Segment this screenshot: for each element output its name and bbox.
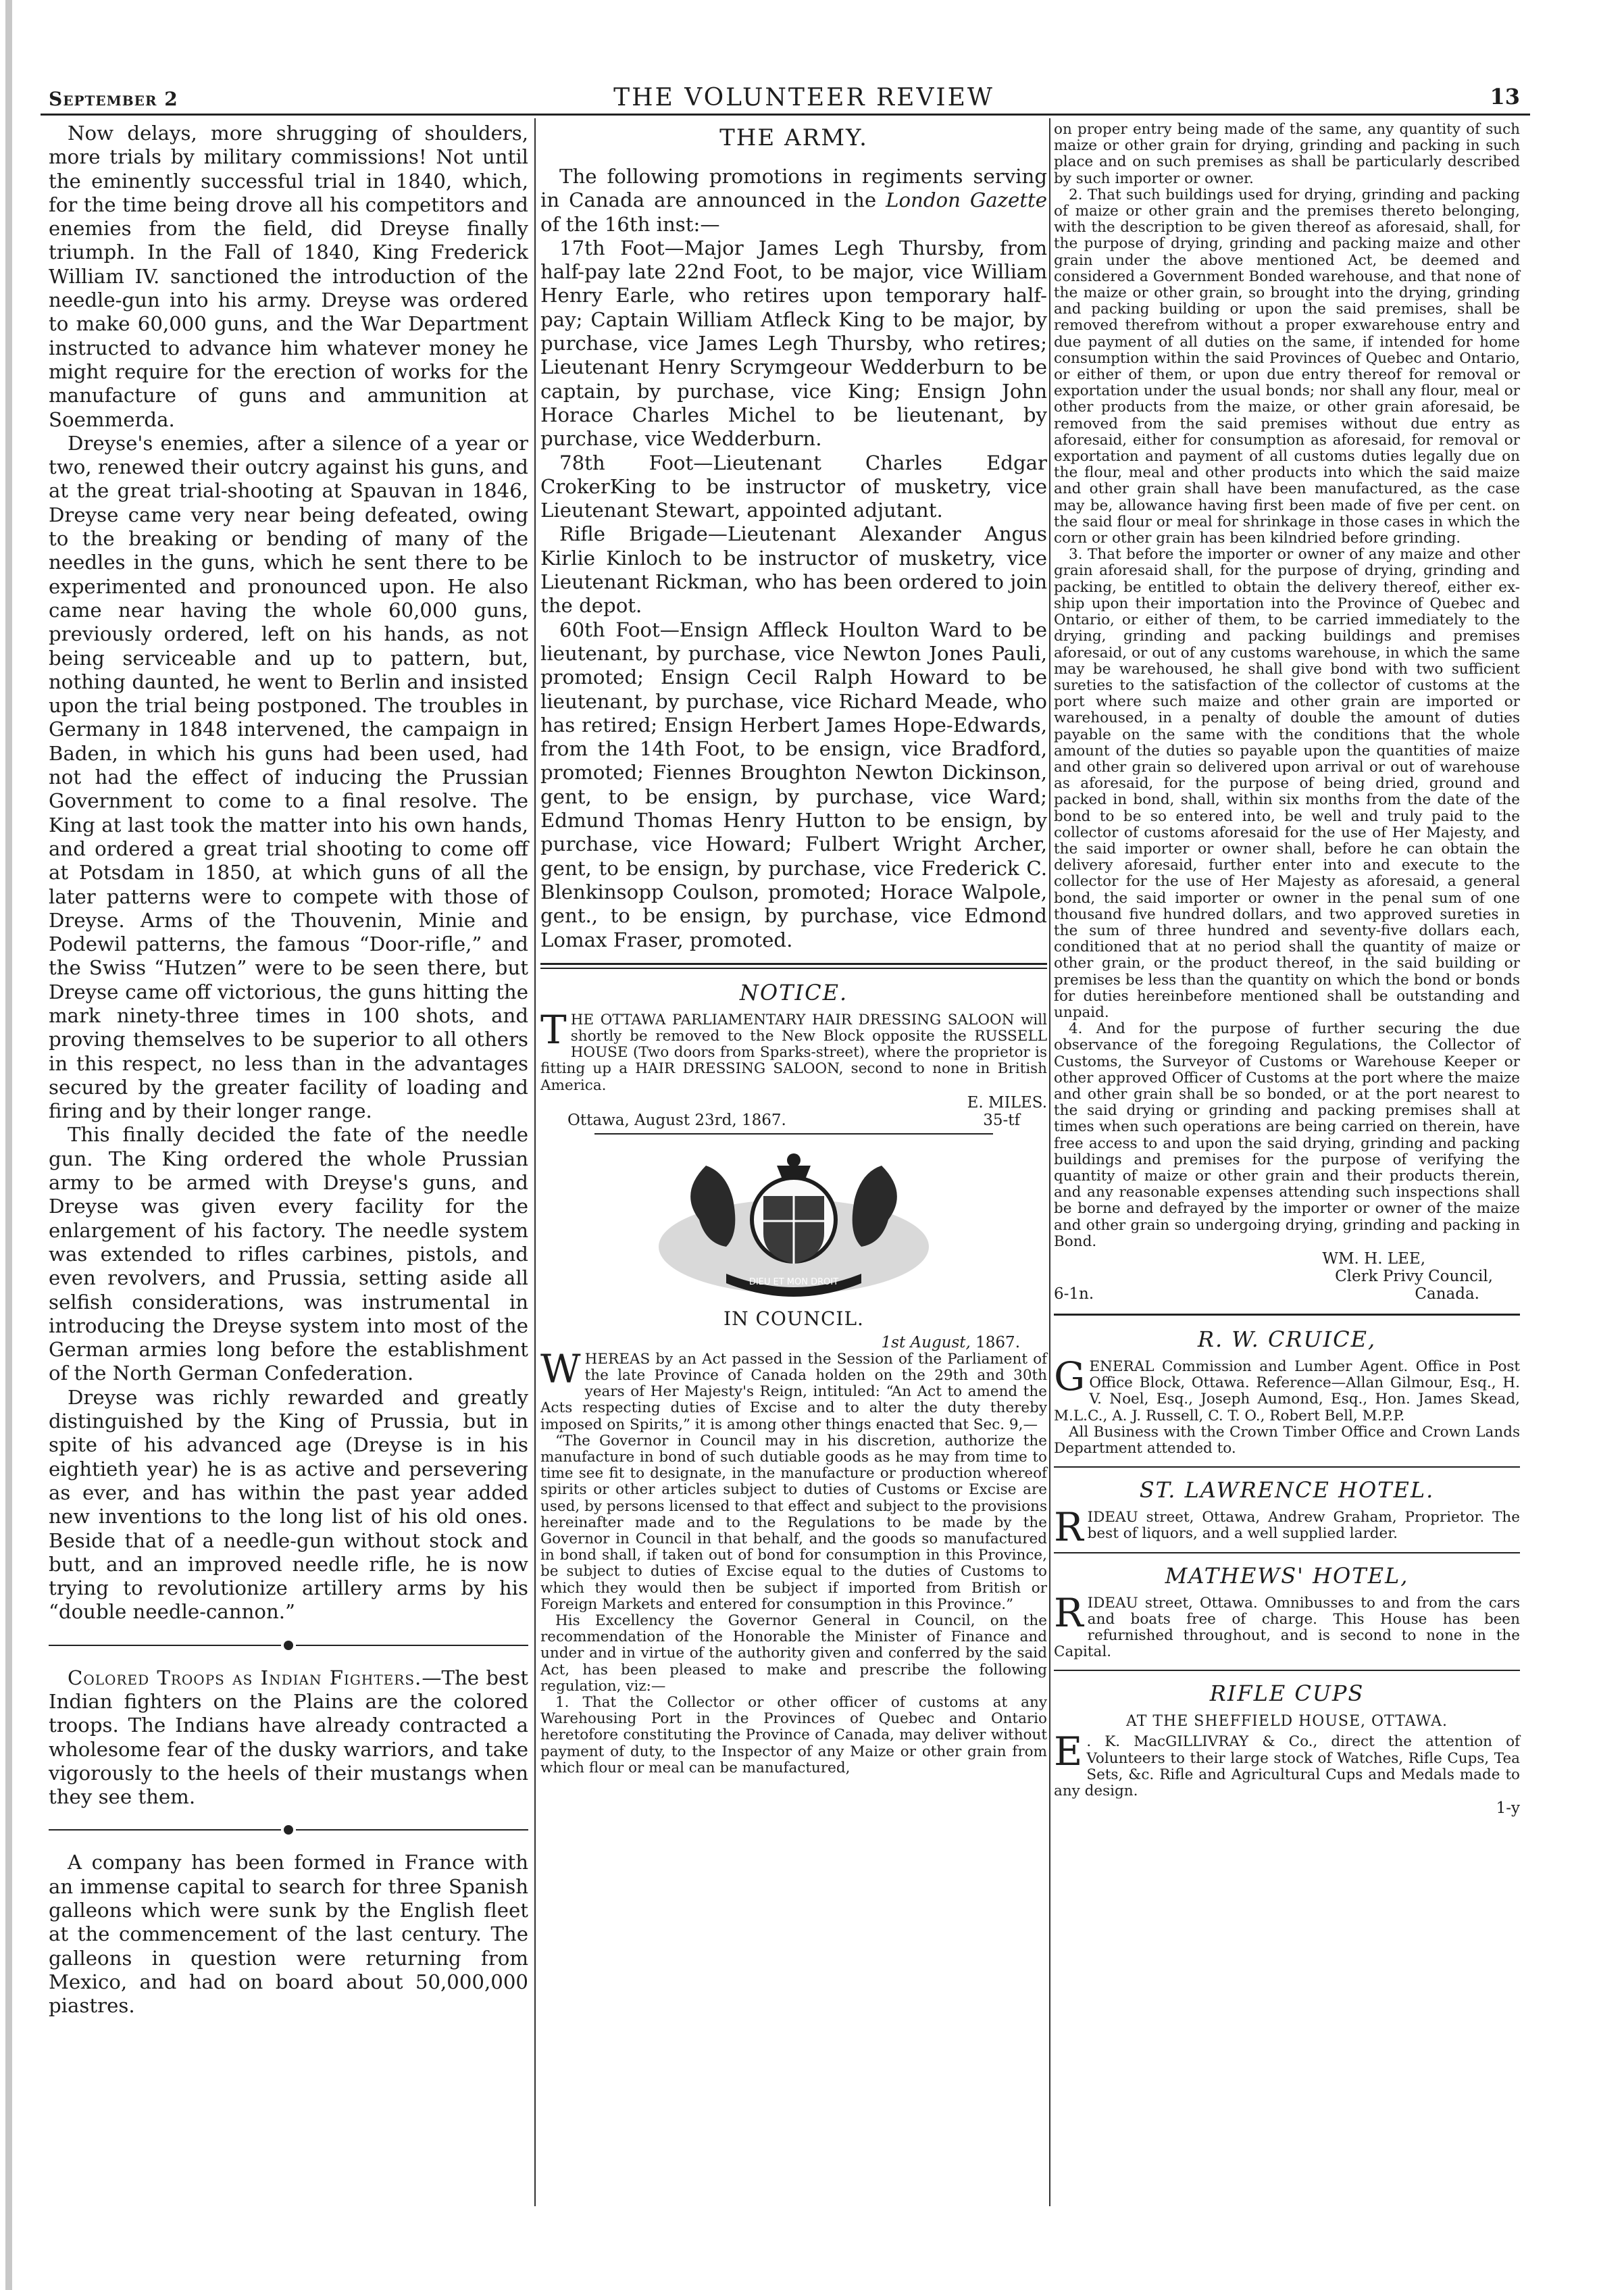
notice-date: Ottawa, August 23rd, 1867. xyxy=(567,1111,786,1129)
drop-cap: W xyxy=(540,1345,581,1392)
column-rule-2 xyxy=(1049,118,1050,2206)
army-item: 17th Foot—Major James Legh Thursby, from half-pay late 22nd Foot, to be major, vice William Henry Earle, who retires upon temporary half-pay; Captain William Atfleck King to be major, by purchase, vice James Legh Thursby, who retires; Lieutenant Henry Scrymgeour Wedderburn to be captain, by purchase, vice King; Ensign John Horace Charles Michel to be lieutenant, by purchase, vice Wedderburn. xyxy=(540,236,1047,451)
rifle-cups-subheading: AT THE SHEFFIELD HOUSE, OTTAWA. xyxy=(1126,1713,1448,1731)
st-lawrence-heading: ST. LAWRENCE HOTEL. xyxy=(1139,1477,1435,1503)
st-lawrence-advert xyxy=(1054,1504,1520,1551)
article-paragraph: Now delays, more shrugging of shoulders, more trials by military commissions! Not until the eminently successful trial in 1840, which, for the time being drove all his competitors and enemies from the field, did Dreyse finally triumph. In the Fall of 1840, King Frederick William IV. sanctioned the introduction of the needle-gun into his army. Dreyse was ordered to make 60,000 guns, and the War Department instructed to advance him whatever money he might require for the erection of works for the manufacture of guns and ammunition at Soemmerda. xyxy=(49,122,528,431)
regulation-signer: WM. H. LEE, xyxy=(1322,1250,1425,1268)
mathews-advert xyxy=(1054,1589,1520,1661)
rifle-cups-code: 1-y xyxy=(1496,1799,1520,1818)
section-divider xyxy=(1054,1314,1520,1316)
article-paragraph: Dreyse was richly rewarded and greatly distinguished by the King of Prussia, but in spite of his advanced age (Dreyse is in his eightieth year) he is as active and persevering as ever, and has within the past year added new inventions to the long list of his old ones. Beside that of a needle-gun without stock and butt, and an improved needle rifle, he is now trying to revolutionize artillery arms by his “double needle-cannon.” xyxy=(49,1385,528,1624)
regulation-place: Canada. xyxy=(1415,1285,1479,1303)
regulation-code: 6-1n. xyxy=(1054,1285,1094,1303)
regulation-signer-title: Clerk Privy Council, xyxy=(1335,1268,1493,1286)
notice-text xyxy=(540,1006,1047,1094)
army-heading: THE ARMY. xyxy=(719,124,868,151)
company-item: A company has been formed in France with an immense capital to search for three Spanish galleons which were sunk by the English fleet at the commencement of the last century. The galleons in question were returning from Mexico, and had on board about 50,000,000 piastres. xyxy=(49,1851,528,2018)
crest-motto: DIEU ET MON DROIT xyxy=(748,1276,839,1287)
section-divider xyxy=(49,1641,528,1650)
drop-cap: R xyxy=(1054,1589,1084,1636)
notice-code: 35-tf xyxy=(983,1111,1020,1129)
council-preamble-text: HEREAS by an Act passed in the Session of the Parliament of the late Province of Canada holden on the 29th and 30th years of Her Majesty's Reign, intituled: “An Act to amend the Acts respecting duties of Excise and to alter the duty thereby imposed on Spirits,” it is among other things enacted that Sec. 9,— xyxy=(540,1350,1047,1433)
council-date xyxy=(540,1334,1047,1351)
header-rule xyxy=(41,114,1530,116)
regulation-footer xyxy=(1054,1285,1520,1303)
gazette-name: London Gazette xyxy=(886,189,1047,212)
column-rule-1 xyxy=(534,118,536,2206)
cruice-heading: R. W. CRUICE, xyxy=(1197,1326,1377,1353)
drop-cap: G xyxy=(1054,1353,1086,1400)
rifle-cups-heading: RIFLE CUPS xyxy=(1209,1681,1365,1707)
army-intro xyxy=(540,165,1047,237)
regulation-paragraph: 3. That before the importer or owner of any maize and other grain aforesaid shall, for the purpose of drying, grinding and packing, be entitled to obtain the delivery thereof, either ex-ship upon their importation into the Province of Quebec and Ontario, or either of them, to be carried immediately to the drying, grinding and packing buildings and premises aforesaid, or out of any customs warehouse, in which the same may be warehoused, he shall give bond with two sufficient sureties to the satisfaction of the collector of customs at the port where such maize and other grain are imported or warehoused, in a penalty of double the amount of duties payable on the same with the conditions that the whole amount of the duties so payable upon the quantities of maize and other grain so delivered upon arrival or out of warehouse as aforesaid, for the purpose of being dried, ground and packed in bond, shall, within six months from the date of the bond to be so entered into, be well and truly paid to the collector of customs aforesaid for the use of Her Majesty, and the said importer or owner shall, before he can obtain the delivery aforesaid, further enter into and execute to the collector for the use of Her Majesty as aforesaid, a general bond, the said importer or owner in the penal sum of one thousand five hundred dollars, and two approved sureties in the sum of three hundred and seventy-five dollars each, conditioned that at no period shall the quantity of maize or other grain, or the product thereof, in the said building or premises be less than the quantity on which the bond or bonds for duties hereinbefore mentioned shall be outstanding and unpaid. xyxy=(1054,546,1520,1021)
page-number: 13 xyxy=(1490,84,1520,109)
army-item: Rifle Brigade—Lieutenant Alexander Angus Kirlie Kinloch to be instructor of musketry, vice Lieutenant Rickman, who has been ordered to join the depot. xyxy=(540,522,1047,618)
column-1 xyxy=(49,122,528,2018)
council-quote: “The Governor in Council may in his discretion, authorize the manufacture in bond of such dutiable goods as he may from time to time see fit to designate, in the manufacture or production whereof spirits or other articles subject to duties of Customs or Excise are used, by persons licensed to that effect and subject to the provisions hereinafter made and to the Regulations to be made by the Governor in Council in that behalf, and the goods so manufactured in bond shall, if taken out of bond for consumption in this Province, be subject to duties of Excise equal to the duties of Customs to which they would then be subject if imported from British or Foreign Markets and entered for consumption in this Province.” xyxy=(540,1432,1047,1613)
binding-edge xyxy=(5,0,12,2290)
council-heading: IN COUNCIL. xyxy=(724,1307,864,1330)
article-paragraph: Dreyse's enemies, after a silence of a year or two, renewed their outcry against his guns, and at the great trial-shooting at Spauvan in 1846, Dreyse came very near being defeated, owing to the breaking or bending of many of the needles in the guns, which he sent there to be experimented and pronounced upon. He also came near having the whole 60,000 guns, previously ordered, left on his hands, as not being serviceable and up to pattern, but, nothing daunted, he went to Berlin and insisted upon the trial being postponed. The troubles in Germany in 1848 intervened, the campaign in Baden, in which his guns had been used, had not had the effect of inducing the Prussian Government to come to a final resolve. The King at last took the matter into his own hands, and ordered a great trial shooting to come off at Potsdam in 1850, at which guns of all the later patterns were to compete with those of Dreyse. Arms of the Thouvenin, Minie and Podewil patterns, the famous “Door-rifle,” and the Swiss “Hutzen” were to be seen there, but Dreyse came off victorious, the guns hitting the mark ninety-three times in 100 shots, and proving themselves to be superior to all others in this respect, no less than in the advantages secured by the greater facility of loading and firing and by their longer range. xyxy=(49,431,528,1123)
section-divider xyxy=(1054,1466,1520,1468)
council-preamble xyxy=(540,1345,1047,1433)
mathews-advert-text: IDEAU street, Ottawa. Omnibusses to and from the cars and boats free of charge. This House has been refurnished throughout, and is second to none in the Capital. xyxy=(1054,1594,1520,1661)
rifle-cups-advert-text: . K. MacGILLIVRAY & Co., direct the attention of Volunteers to their large stock of Watches, Rifle Cups, Tea Sets, &c. Rifle and Agricultural Cups and Medals made to any design. xyxy=(1054,1733,1520,1800)
regulation-paragraph: 2. That such buildings used for drying, grinding and packing of maize or other grain and the premises thereto belonging, with the description to be given thereof as aforesaid, shall, for the purpose of drying, grinding and packing maize and other grain under the above mentioned Act, be deemed and considered a Government Bonded warehouse, and that none of the maize or other grain, so brought into the drying, grinding and packing building or upon the said premises, shall be removed therefrom without a proper exwarehouse entry and due payment of all duties on the same, if intended for home consumption within the said Provinces of Quebec and Ontario, or either of them, or upon due entry thereof for removal or exportation under the usual bonds; nor shall any flour, meal or other products from the maize, or other grain aforesaid, be removed from the said premises without due entry as aforesaid, either for consumption as aforesaid, for removal or exportation and payment of all customs duties legally due on the flour, meal and other products into which the said maize and other grain shall have been manufactured, as the case may be, allowance having first been made of five per cent. on the said flour or meal for shrinkage in those cases in which the corn or other grain has been kilndried before grinding. xyxy=(1054,186,1520,547)
item-text: —The best Indian fighters on the Plains are the colored troops. The Indians have already contracted a wholesome fear of the dusky warriors, and take vigorously to the heels of their mustangs when they see them. xyxy=(49,1666,529,1809)
notice-dateline xyxy=(540,1112,1047,1129)
masthead-title: THE VOLUNTEER REVIEW xyxy=(613,84,994,111)
army-intro-text: The following promotions in regiments serving in Canada are announced in the xyxy=(540,165,1047,212)
army-item: 60th Foot—Ensign Affleck Houlton Ward to be lieutenant, by purchase, vice Newton Jones Pauli, promoted; Ensign Cecil Ralph Howard to be lieutenant, by purchase, vice Richard Meade, who has retired; Ensign Herbert James Hope-Edwards, from the 14th Foot, to be ensign, vice Bradford, promoted; Fiennes Broughton Newton Dickinson, gent, to be ensign, by purchase, vice Ward; Edmund Thomas Henry Hutton to be ensign, by purchase, vice Howard; Fulbert Wright Archer, gent, to be ensign, by purchase, vice Frederick C. Blenkinsopp Coulson, promoted; Horace Walpole, gent., to be ensign, by purchase, vice Edmond Lomax Fraser, promoted. xyxy=(540,618,1047,951)
drop-cap: R xyxy=(1054,1504,1084,1551)
item-title: Colored Troops as Indian Fighters. xyxy=(68,1666,422,1689)
section-divider xyxy=(49,1825,528,1835)
colored-troops-item xyxy=(49,1666,528,1810)
cruice-advert-text: ENERAL Commission and Lumber Agent. Office in Post Office Block, Ottawa. Reference—Allan Gilmour, Esq., H. V. Noel, Esq., Joseph Aumond, Esq., Hon. James Skead, M.L.C., A. J. Russell, C. T. O., Robert Bell, M.P.P. xyxy=(1054,1358,1520,1424)
section-divider xyxy=(540,963,1047,969)
drop-cap: T xyxy=(540,1006,567,1053)
cruice-advert xyxy=(1054,1353,1520,1424)
council-date-day: 1st August, xyxy=(881,1333,971,1351)
army-item: 78th Foot—Lieutenant Charles Edgar CrokerKing to be instructor of musketry, vice Lieutenant Stewart, appointed adjutant. xyxy=(540,451,1047,522)
royal-coat-of-arms-icon xyxy=(625,1145,963,1301)
mathews-heading: MATHEWS' HOTEL, xyxy=(1165,1562,1409,1589)
cruice-advert-note: All Business with the Crown Timber Office and Crown Lands Department attended to. xyxy=(1054,1423,1520,1458)
section-divider xyxy=(1054,1670,1520,1671)
council-paragraph: His Excellency the Governor General in Council, on the recommendation of the Honorable the Minister of Finance and under and in virtue of the authority given and conferred by the said Act, has been pleased to make and prescribe the following regulation, viz:— xyxy=(540,1612,1047,1695)
header-date: September 2 xyxy=(49,88,178,110)
notice-signature: E. MILES. xyxy=(967,1093,1047,1112)
regulation-paragraph: 4. And for the purpose of further securing the due observance of the foregoing Regulations, the Collector of Customs, the Surveyor of Customs or Warehouse Keeper or other approved Officer of Customs at the port where the maize and other grain shall be so bonded, or at the port nearest to the said drying or grinding and packing premises shall at times when such operations are being carried on therein, have free access to and upon the said drying, grinding and packing buildings and premises for the purpose of verifying the quantity of maize or other grain and their products therein, and any reasonable expenses attending such inspections shall be borne and defrayed by the importer or owner of the maize and other grain so undergoing drying, grinding and packing in Bond. xyxy=(1054,1020,1520,1250)
article-paragraph: This finally decided the fate of the needle gun. The King ordered the whole Prussian army to be armed with Dreyse's guns, and Dreyse was given every facility for the enlargement of his factory. The needle system was extended to rifles carbines, pistols, and even revolvers, and Prussia, setting aside all selfish considerations, was instrumental in introducing the Dreyse system into most of the German armies long before the establishment of the North German Confederation. xyxy=(49,1123,528,1385)
column-2 xyxy=(540,122,1047,1776)
notice-heading: NOTICE. xyxy=(739,979,848,1005)
drop-cap: E xyxy=(1054,1728,1083,1775)
council-date-year: 1867. xyxy=(970,1333,1020,1351)
regulation-paragraph: on proper entry being made of the same, any quantity of such maize or other grain for drying, grinding and packing in such place and on such premises as shall be particularly described by such importer or owner. xyxy=(1054,121,1520,187)
council-paragraph: 1. That the Collector or other officer of customs at any Warehousing Port in the Provinces of Quebec and Ontario heretofore constituting the Province of Canada, may deliver without payment of duty, to the Inspector of any Maize or other grain from which flour or meal can be manufactured, xyxy=(540,1694,1047,1776)
column-3 xyxy=(1054,122,1520,1817)
notice-rule xyxy=(594,1133,993,1135)
rifle-cups-advert xyxy=(1054,1728,1520,1800)
notice-body: HE OTTAWA PARLIAMENTARY HAIR DRESSING SALOON will shortly be removed to the New Block opposite the RUSSELL HOUSE (Two doors from Sparks-street), where the proprietor is fitting up a HAIR DRESSING SALOON, second to none in British America. xyxy=(540,1011,1047,1094)
army-intro-text: of the 16th inst:— xyxy=(540,212,720,236)
section-divider xyxy=(1054,1552,1520,1553)
st-lawrence-advert-text: IDEAU street, Ottawa, Andrew Graham, Proprietor. The best of liquors, and a well supplied larder. xyxy=(1087,1509,1520,1543)
